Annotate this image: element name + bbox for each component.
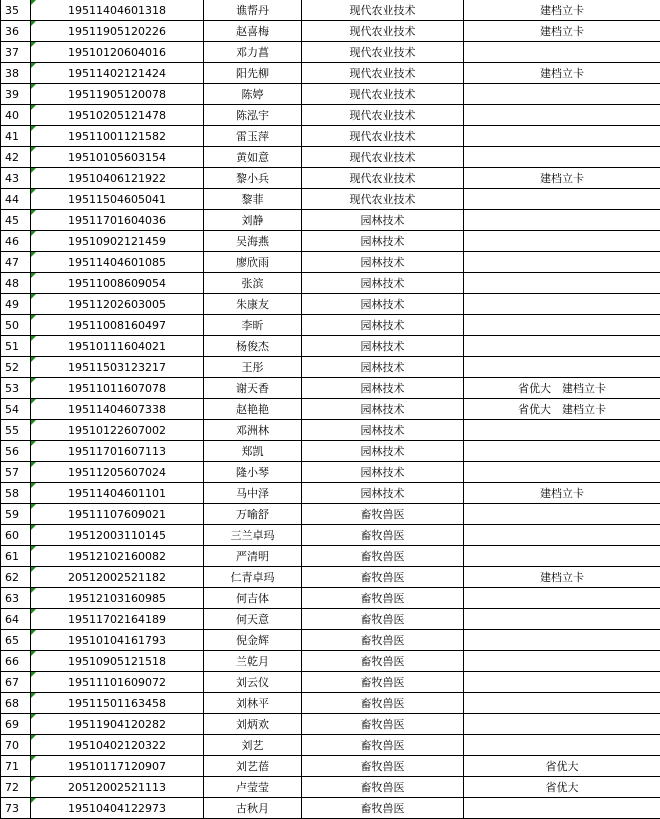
student-name-cell[interactable]: 三兰卓玛: [204, 525, 302, 546]
row-number-cell[interactable]: 46: [1, 231, 31, 252]
note-cell[interactable]: [464, 735, 660, 756]
row-number-cell[interactable]: 60: [1, 525, 31, 546]
table-row: [1, 441, 660, 462]
note-cell[interactable]: [464, 315, 660, 336]
note-cell[interactable]: [464, 252, 660, 273]
note-cell[interactable]: [464, 651, 660, 672]
note-cell[interactable]: [464, 630, 660, 651]
note-cell[interactable]: [464, 525, 660, 546]
student-name-cell[interactable]: 赵喜梅: [204, 21, 302, 42]
student-name-cell[interactable]: 王彤: [204, 357, 302, 378]
note-cell[interactable]: [464, 462, 660, 483]
table-row: [1, 189, 660, 210]
table-row: [1, 504, 660, 525]
major-cell[interactable]: 畜牧兽医: [302, 672, 464, 693]
major-cell[interactable]: 园林技术: [302, 252, 464, 273]
row-number-cell[interactable]: 67: [1, 672, 31, 693]
row-number-cell[interactable]: 59: [1, 504, 31, 525]
note-cell[interactable]: [464, 609, 660, 630]
note-cell[interactable]: [464, 189, 660, 210]
note-cell[interactable]: [464, 672, 660, 693]
table-row: [1, 63, 660, 84]
student-id-cell[interactable]: 20512002521113: [31, 777, 204, 798]
note-cell[interactable]: 建档立卡: [464, 567, 660, 588]
student-id-cell[interactable]: 19510117120907: [31, 756, 204, 777]
student-name-cell[interactable]: 何吉体: [204, 588, 302, 609]
note-cell[interactable]: [464, 504, 660, 525]
student-id-cell[interactable]: 19511101609072: [31, 672, 204, 693]
note-cell[interactable]: 建档立卡: [464, 0, 660, 21]
note-cell[interactable]: [464, 105, 660, 126]
note-cell[interactable]: 省优大 建档立卡: [464, 399, 660, 420]
major-cell[interactable]: 畜牧兽医: [302, 567, 464, 588]
row-number-cell[interactable]: 70: [1, 735, 31, 756]
note-cell[interactable]: [464, 588, 660, 609]
student-id-cell[interactable]: 19511205607024: [31, 462, 204, 483]
student-name-cell[interactable]: 何天意: [204, 609, 302, 630]
student-id-cell[interactable]: 19511404607338: [31, 399, 204, 420]
row-number-cell[interactable]: 65: [1, 630, 31, 651]
row-number-cell[interactable]: 41: [1, 126, 31, 147]
table-row: [1, 168, 660, 189]
student-name-cell[interactable]: 严清明: [204, 546, 302, 567]
student-name-cell[interactable]: 刘艺: [204, 735, 302, 756]
table-row: [1, 147, 660, 168]
student-id-cell[interactable]: 19510402120322: [31, 735, 204, 756]
major-cell[interactable]: 园林技术: [302, 462, 464, 483]
table-row: [1, 105, 660, 126]
table-row: [1, 84, 660, 105]
student-name-cell[interactable]: 黎菲: [204, 189, 302, 210]
student-name-cell[interactable]: 卢莹莹: [204, 777, 302, 798]
major-cell[interactable]: 畜牧兽医: [302, 714, 464, 735]
table-row: [1, 777, 660, 798]
table-row: [1, 378, 660, 399]
row-number-cell[interactable]: 40: [1, 105, 31, 126]
student-name-cell[interactable]: 郑凯: [204, 441, 302, 462]
student-name-cell[interactable]: 刘静: [204, 210, 302, 231]
student-name-cell[interactable]: 张滨: [204, 273, 302, 294]
table-row: [1, 630, 660, 651]
student-name-cell[interactable]: 兰乾月: [204, 651, 302, 672]
student-id-cell[interactable]: 19511008160497: [31, 315, 204, 336]
student-id-cell[interactable]: 19510905121518: [31, 651, 204, 672]
note-cell[interactable]: [464, 42, 660, 63]
note-cell[interactable]: [464, 357, 660, 378]
student-name-cell[interactable]: 刘炳欢: [204, 714, 302, 735]
note-cell[interactable]: [464, 210, 660, 231]
student-id-cell[interactable]: 19510902121459: [31, 231, 204, 252]
major-cell[interactable]: 畜牧兽医: [302, 651, 464, 672]
note-cell[interactable]: 建档立卡: [464, 21, 660, 42]
student-name-cell[interactable]: 马中泽: [204, 483, 302, 504]
row-number-cell[interactable]: 45: [1, 210, 31, 231]
note-cell[interactable]: [464, 714, 660, 735]
major-cell[interactable]: 畜牧兽医: [302, 693, 464, 714]
major-cell[interactable]: 园林技术: [302, 294, 464, 315]
student-id-cell[interactable]: 19511701607113: [31, 441, 204, 462]
major-cell[interactable]: 现代农业技术: [302, 21, 464, 42]
row-number-cell[interactable]: 71: [1, 756, 31, 777]
row-number-cell[interactable]: 38: [1, 63, 31, 84]
table-row: [1, 21, 660, 42]
major-cell[interactable]: 畜牧兽医: [302, 504, 464, 525]
student-name-cell[interactable]: 刘艺蓓: [204, 756, 302, 777]
student-name-cell[interactable]: 邓力菖: [204, 42, 302, 63]
row-number-cell[interactable]: 68: [1, 693, 31, 714]
table-row: [1, 525, 660, 546]
student-id-cell[interactable]: 19511905120226: [31, 21, 204, 42]
major-cell[interactable]: 园林技术: [302, 315, 464, 336]
student-id-cell[interactable]: 19510111604021: [31, 336, 204, 357]
table-row: [1, 651, 660, 672]
student-name-cell[interactable]: 李昕: [204, 315, 302, 336]
table-row: [1, 567, 660, 588]
student-id-cell[interactable]: 19510120604016: [31, 42, 204, 63]
student-name-cell[interactable]: 雷玉萍: [204, 126, 302, 147]
student-name-cell[interactable]: 刘云仪: [204, 672, 302, 693]
student-id-cell[interactable]: 19511402121424: [31, 63, 204, 84]
table-row: [1, 231, 660, 252]
row-number-cell[interactable]: 49: [1, 294, 31, 315]
note-cell[interactable]: [464, 546, 660, 567]
major-cell[interactable]: 畜牧兽医: [302, 798, 464, 819]
table-row: [1, 609, 660, 630]
table-row: [1, 714, 660, 735]
note-cell[interactable]: 省优大: [464, 777, 660, 798]
row-number-cell[interactable]: 53: [1, 378, 31, 399]
student-name-cell[interactable]: 廖欣雨: [204, 252, 302, 273]
student-id-cell[interactable]: 20512002521182: [31, 567, 204, 588]
student-id-cell[interactable]: 19511504605041: [31, 189, 204, 210]
major-cell[interactable]: 现代农业技术: [302, 0, 464, 21]
note-cell[interactable]: [464, 294, 660, 315]
student-name-cell[interactable]: 邓洲林: [204, 420, 302, 441]
major-cell[interactable]: 畜牧兽医: [302, 546, 464, 567]
note-cell[interactable]: [464, 420, 660, 441]
table-row: [1, 294, 660, 315]
table-row: [1, 399, 660, 420]
major-cell[interactable]: 园林技术: [302, 273, 464, 294]
table-row: [1, 273, 660, 294]
table-row: [1, 210, 660, 231]
student-id-cell[interactable]: 19510104161793: [31, 630, 204, 651]
student-name-cell[interactable]: 万喻舒: [204, 504, 302, 525]
student-name-cell[interactable]: 黄如意: [204, 147, 302, 168]
major-cell[interactable]: 园林技术: [302, 336, 464, 357]
major-cell[interactable]: 园林技术: [302, 210, 464, 231]
row-number-cell[interactable]: 57: [1, 462, 31, 483]
major-cell[interactable]: 畜牧兽医: [302, 735, 464, 756]
major-cell[interactable]: 园林技术: [302, 357, 464, 378]
student-id-cell[interactable]: 19510404122973: [31, 798, 204, 819]
note-cell[interactable]: [464, 273, 660, 294]
note-cell[interactable]: 建档立卡: [464, 483, 660, 504]
row-number-cell[interactable]: 42: [1, 147, 31, 168]
major-cell[interactable]: 现代农业技术: [302, 63, 464, 84]
student-id-cell[interactable]: 19511202603005: [31, 294, 204, 315]
student-id-cell[interactable]: 19510122607002: [31, 420, 204, 441]
student-id-cell[interactable]: 19511904120282: [31, 714, 204, 735]
student-id-cell[interactable]: 19511011607078: [31, 378, 204, 399]
student-id-cell[interactable]: 19511107609021: [31, 504, 204, 525]
student-name-cell[interactable]: 赵艳艳: [204, 399, 302, 420]
student-name-cell[interactable]: 杨俊杰: [204, 336, 302, 357]
row-number-cell[interactable]: 54: [1, 399, 31, 420]
row-number-cell[interactable]: 63: [1, 588, 31, 609]
student-id-cell[interactable]: 19511404601085: [31, 252, 204, 273]
note-cell[interactable]: [464, 147, 660, 168]
note-cell[interactable]: [464, 693, 660, 714]
table-row: [1, 672, 660, 693]
row-number-cell[interactable]: 43: [1, 168, 31, 189]
student-name-cell[interactable]: 谯帮丹: [204, 0, 302, 21]
student-name-cell[interactable]: 隆小琴: [204, 462, 302, 483]
table-row: [1, 315, 660, 336]
student-id-cell[interactable]: 19511404601318: [31, 0, 204, 21]
student-id-cell[interactable]: 19511001121582: [31, 126, 204, 147]
table-row: [1, 546, 660, 567]
student-id-cell[interactable]: 19511503123217: [31, 357, 204, 378]
student-table-body: [1, 0, 660, 819]
table-row: [1, 462, 660, 483]
note-cell[interactable]: [464, 798, 660, 819]
note-cell[interactable]: 省优大: [464, 756, 660, 777]
major-cell[interactable]: 园林技术: [302, 378, 464, 399]
row-number-cell[interactable]: 58: [1, 483, 31, 504]
major-cell[interactable]: 畜牧兽医: [302, 630, 464, 651]
row-number-cell[interactable]: 37: [1, 42, 31, 63]
student-id-cell[interactable]: 19511905120078: [31, 84, 204, 105]
table-row: [1, 588, 660, 609]
major-cell[interactable]: 现代农业技术: [302, 189, 464, 210]
row-number-cell[interactable]: 51: [1, 336, 31, 357]
major-cell[interactable]: 畜牧兽医: [302, 525, 464, 546]
table-row: [1, 693, 660, 714]
table-row: [1, 357, 660, 378]
row-number-cell[interactable]: 44: [1, 189, 31, 210]
note-cell[interactable]: [464, 336, 660, 357]
table-row: [1, 126, 660, 147]
row-number-cell[interactable]: 73: [1, 798, 31, 819]
student-name-cell[interactable]: 古秋月: [204, 798, 302, 819]
major-cell[interactable]: 园林技术: [302, 420, 464, 441]
major-cell[interactable]: 畜牧兽医: [302, 609, 464, 630]
note-cell[interactable]: [464, 231, 660, 252]
note-cell[interactable]: [464, 126, 660, 147]
row-number-cell[interactable]: 35: [1, 0, 31, 21]
row-number-cell[interactable]: 55: [1, 420, 31, 441]
student-name-cell[interactable]: 谢天香: [204, 378, 302, 399]
student-id-cell[interactable]: 19511701604036: [31, 210, 204, 231]
table-row: [1, 798, 660, 819]
student-id-cell[interactable]: 19510205121478: [31, 105, 204, 126]
note-cell[interactable]: [464, 441, 660, 462]
student-name-cell[interactable]: 朱康友: [204, 294, 302, 315]
student-name-cell[interactable]: 黎小兵: [204, 168, 302, 189]
table-row: [1, 420, 660, 441]
major-cell[interactable]: 现代农业技术: [302, 126, 464, 147]
row-number-cell[interactable]: 69: [1, 714, 31, 735]
major-cell[interactable]: 园林技术: [302, 441, 464, 462]
note-cell[interactable]: 省优大 建档立卡: [464, 378, 660, 399]
row-number-cell[interactable]: 36: [1, 21, 31, 42]
student-id-cell[interactable]: 19510105603154: [31, 147, 204, 168]
note-cell[interactable]: 建档立卡: [464, 63, 660, 84]
major-cell[interactable]: 园林技术: [302, 483, 464, 504]
table-row: [1, 756, 660, 777]
row-number-cell[interactable]: 62: [1, 567, 31, 588]
table-row: [1, 252, 660, 273]
student-id-cell[interactable]: 19511008609054: [31, 273, 204, 294]
table-row: [1, 483, 660, 504]
major-cell[interactable]: 园林技术: [302, 231, 464, 252]
row-number-cell[interactable]: 66: [1, 651, 31, 672]
note-cell[interactable]: [464, 84, 660, 105]
student-id-cell[interactable]: 19511702164189: [31, 609, 204, 630]
row-number-cell[interactable]: 50: [1, 315, 31, 336]
student-id-cell[interactable]: 19511501163458: [31, 693, 204, 714]
row-number-cell[interactable]: 39: [1, 84, 31, 105]
row-number-cell[interactable]: 52: [1, 357, 31, 378]
major-cell[interactable]: 现代农业技术: [302, 168, 464, 189]
student-name-cell[interactable]: 阳先柳: [204, 63, 302, 84]
major-cell[interactable]: 现代农业技术: [302, 105, 464, 126]
table-row: [1, 336, 660, 357]
major-cell[interactable]: 现代农业技术: [302, 147, 464, 168]
major-cell[interactable]: 畜牧兽医: [302, 588, 464, 609]
row-number-cell[interactable]: 48: [1, 273, 31, 294]
row-number-cell[interactable]: 47: [1, 252, 31, 273]
major-cell[interactable]: 园林技术: [302, 399, 464, 420]
note-cell[interactable]: 建档立卡: [464, 168, 660, 189]
table-row: [1, 42, 660, 63]
student-name-cell[interactable]: 吴海燕: [204, 231, 302, 252]
major-cell[interactable]: 畜牧兽医: [302, 756, 464, 777]
table-row: [1, 0, 660, 21]
student-id-cell[interactable]: 19510406121922: [31, 168, 204, 189]
student-id-cell[interactable]: 19512102160082: [31, 546, 204, 567]
row-number-cell[interactable]: 72: [1, 777, 31, 798]
major-cell[interactable]: 畜牧兽医: [302, 777, 464, 798]
student-name-cell[interactable]: 刘林平: [204, 693, 302, 714]
student-id-cell[interactable]: 19512103160985: [31, 588, 204, 609]
student-name-cell[interactable]: 仁青卓玛: [204, 567, 302, 588]
student-id-cell[interactable]: 19512003110145: [31, 525, 204, 546]
table-row: [1, 735, 660, 756]
student-name-cell[interactable]: 陈婷: [204, 84, 302, 105]
row-number-cell[interactable]: 61: [1, 546, 31, 567]
student-id-cell[interactable]: 19511404601101: [31, 483, 204, 504]
row-number-cell[interactable]: 64: [1, 609, 31, 630]
student-name-cell[interactable]: 倪金辉: [204, 630, 302, 651]
major-cell[interactable]: 现代农业技术: [302, 42, 464, 63]
row-number-cell[interactable]: 56: [1, 441, 31, 462]
student-name-cell[interactable]: 陈泓宇: [204, 105, 302, 126]
major-cell[interactable]: 现代农业技术: [302, 84, 464, 105]
